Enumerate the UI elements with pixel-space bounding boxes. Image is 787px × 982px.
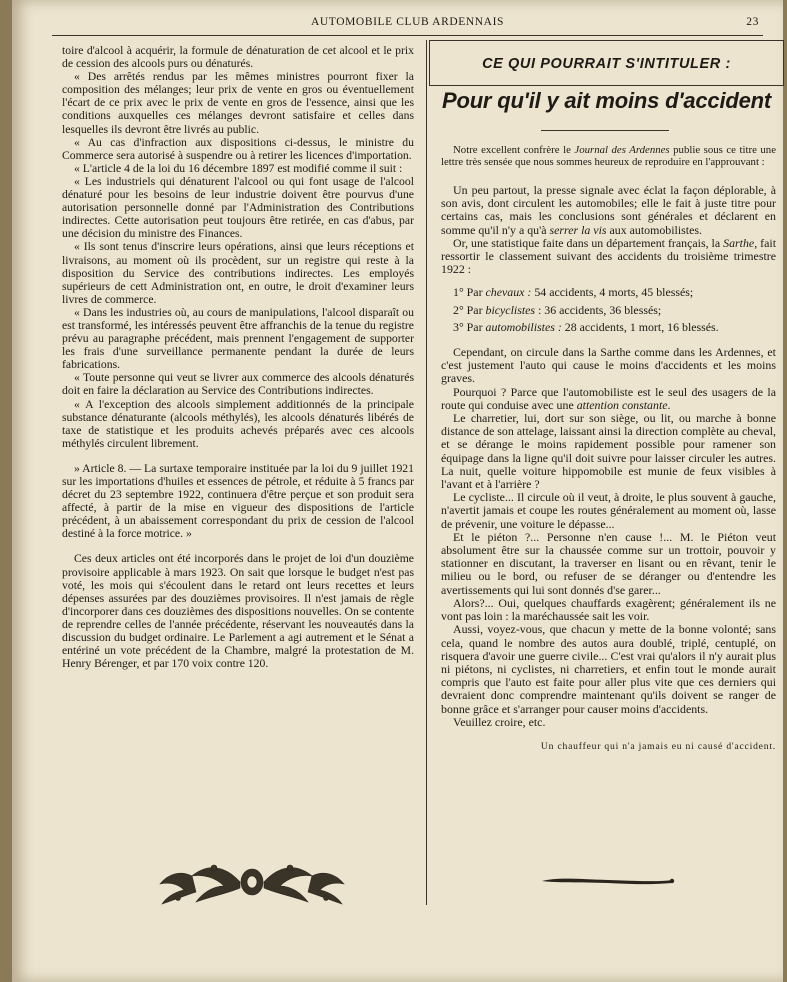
headline-rule [541,130,669,131]
article-paragraph: « Au cas d'infraction aux dispositions ci-dessus, le ministre du Commerce sera autorisé à suspendre ou à retirer les licences d'importation. [62,135,414,162]
column-divider [426,40,427,905]
end-ornament [538,874,678,888]
letter-paragraph [441,386,776,412]
stat-item [441,286,776,299]
article-paragraph: » Article 8. — La surtaxe temporaire instituée par la loi du 9 juillet 1921 sur les importations d'huiles et essences de pétrole, et réduite à 5 francs par décret du 23 septembre 1922, continuera d'être perçue et son produit sera affecté, à partir de la mise en vigueur des dispositions de l'article précédent, à un abaissement correspondant du prix de cession de l'alcool destiné à la force motrice. » [62,461,414,541]
letter-paragraph: Aussi, voyez-vous, que chacun y mette de la bonne volonté; sans cela, quand le nombre des autos aura doublé, triplé, centuplé, on risquera d'avoir une guerre civile... C'est vrai qu'alors il n'y aurait plus ni piétons, ni cyclistes, ni charretiers, et enfin tout le monde aurait compris que l'auto est faite pour aller plus vite que ces derniers qui devraient donc comprendre maintenant qu'ils doivent se ranger de bonne grâce et s'arranger pour causer moins d'accidents. [441,622,776,716]
banner-text: CE QUI POURRAIT S'INTITULER : [482,56,731,72]
stat-who: automobilistes : [485,319,562,334]
article-paragraph: « L'article 4 de la loi du 16 décembre 1897 est modifié comme il suit : [74,161,403,175]
article-paragraph: « Les industriels qui dénaturent l'alcool ou qui font usage de l'alcool dénaturé pour les besoins de leur industrie doivent être pourvus d'une autorisation personnelle donné par l'Administration des Contributions indirectes. Cette autorisation peut toujours être retirée, en cas d'abus, par une décision du ministre des Finances. [62,174,414,241]
intro-text: Notre excellent confrère le [453,144,575,156]
article-paragraph: « Toute personne qui veut se livrer aux commerce des alcools dénaturés doit en faire la déclaration au Service des Contributions indirectes. [62,371,414,398]
intro-text: publie sous ce titre une lettre très sensée que nous sommes heureux de reproduire en l'approuvant : [441,144,776,168]
letter-paragraph [441,184,776,237]
stat-rank: 2° Par [453,302,486,317]
intro-paragraph [441,144,776,168]
page-number: 23 [746,16,759,28]
article-headline: Pour qu'il y ait moins d'accident [441,88,772,113]
letter-paragraph: Le cycliste... Il circule où il veut, à droite, le plus souvent à gauche, n'avertit jamais et coupe les routes généralement au moment où, lasse de prévenir, une voiture le dépasse... [441,490,776,531]
stat-item [441,304,776,317]
letter-paragraph: Cependant, on circule dans la Sarthe comme dans les Ardennes, et c'est justement l'auto qui cause le moins d'accidents et les moins graves. [441,345,776,386]
stat-rank: 1° Par [453,285,486,300]
article-paragraph: « Dans les industries où, au cours de manipulations, l'alcool disparaît ou est transformé, les intéressés peuvent être affranchis de la tenue du registre prévu au paragraphe précédent, mais prennent l'engagement de supporter les frais d'une surveillance permanente pendant la durée de leurs fabrications. [62,305,414,372]
stat-item [441,321,776,334]
page-header [52,16,763,34]
letter-closing: Veuillez croire, etc. [453,714,546,729]
letter-text: aux automobilistes. [606,222,702,237]
letter-text: Un peu partout, la presse signale avec éclat la façon déplorable, à son avis, dont circulent les automobiles; elle le fait à juste titre pour certains cas, mais les conclusions sont générales et déclarent en somme qu'il n'y a qu'à [441,183,776,237]
header-rule [52,35,763,36]
letter-signature: Un chauffeur qui n'a jamais eu ni causé d'accident. [540,740,776,752]
magazine-page [12,0,783,982]
letter-text: , fait ressortir le classement suivant des accidents du troisième trimestre 1922 : [441,235,776,277]
floral-ornament [152,856,352,908]
left-column [62,44,414,670]
stat-who: chevaux : [485,285,532,300]
stat-rank: 3° Par [453,319,486,334]
article-paragraph: « Ils sont tenus d'inscrire leurs opérations, ainsi que leurs réceptions et livraisons, au moment où ils procèdent, sur un registre qui reste à la disposition du Service des contributions indirectes. Les employés supérieurs de cett Administration ont, en outre, le droit d'examiner leurs livres de commerce. [62,240,414,306]
right-column [429,40,784,900]
letter-text: Or, une statistique faite dans un département français, la [453,235,724,250]
letter-paragraph [441,237,776,277]
article-paragraph: « A l'exception des alcools simplement additionnés de la principale substance dénaturante (alcools méthylés), les alcools dénaturés libérés de taxe de statistique et les produits achevés préparés avec ces alcools méthylés circulent librement. [62,397,414,450]
letter-emphasis: Sarthe [723,235,755,250]
stat-detail: 54 accidents, 4 morts, 45 blessés; [531,285,694,300]
letter-text: Pourquoi ? Parce que l'automobiliste est le seul des usagers de la route qui conduise avec une [441,384,776,412]
letter-emphasis: serrer la vis [549,222,607,237]
article-body [441,144,776,753]
article-paragraph: Ces deux articles ont été incorporés dans le projet de loi d'un douzième provisoire applicable à mars 1923. On sait que lorsque le budget n'est pas voté, les mois qui s'écoulent dans le retard ont leurs recettes et leurs dépenses assurées par des douzièmes provisoires. Il n'est jamais de règle d'incorporer dans ces douzièmes des dispositions nouvelles. On se contente de reprendre celles de l'année précédente, réservant les nouveautés dans la discussion du budget ordinaire. Le Parlement a agi autrement et le Sénat a entériné un vote précédent de la Chambre, malgré la protestation de M. Henry Bérenger, et par 170 voix contre 120. [62,552,415,671]
running-title: AUTOMOBILE CLUB ARDENNAIS [310,16,505,28]
letter-paragraph: Et le piéton ?... Personne n'en cause !... M. le Piéton veut absolument être sur la chaussée comme sur un trottoir, pouvoir y stationner en discutant, la traverser en lisant ou en rêvant, tenir le milieu ou le bord, ou refuser de se déranger ou d'entendre les avertissements qui lui sont donnés d'se garer... [441,529,776,597]
stat-who: bicyclistes [485,302,536,317]
article-paragraph: « Des arrêtés rendus par les mêmes ministres pourront fixer la composition des mélanges; leur prix de vente en gros ou éventuellement l'écart de ce prix avec le prix de vente en gros de l'essence, ainsi que les conditions auxquelles ces mélanges devront satisfaire et celles dans lesquelles ils devront être livrés au public. [62,70,414,136]
letter-text: . [667,397,671,412]
letter-paragraph: Le charretier, lui, dort sur son siège, ou lit, ou marche à bonne distance de son attelage, laissant ainsi la direction complète au cheval, et se dérange le moins rapidement possible pour ramener son équipage dans la ligne qu'il doit suivre pour laisser circuler les autres. La nuit, quelle voiture hippomobile est munie de feux visibles à l'avant et à l'arrière ? [441,411,776,492]
stat-detail: : 36 accidents, 36 blessés; [535,302,662,317]
letter-paragraph: Alors?... Oui, quelques chauffards exagèrent; généralement ils ne vont pas loin : la maréchaussée sait les voir. [441,595,776,624]
letter-emphasis: attention constante [576,397,668,412]
article-paragraph: toire d'alcool à acquérir, la formule de dénaturation de cet alcool et le prix de cession des alcools purs ou dénaturés. [62,44,414,71]
journal-name: Journal des Ardennes [574,144,670,156]
banner-box [429,40,784,86]
stat-detail: 28 accidents, 1 mort, 16 blessés. [561,319,719,334]
